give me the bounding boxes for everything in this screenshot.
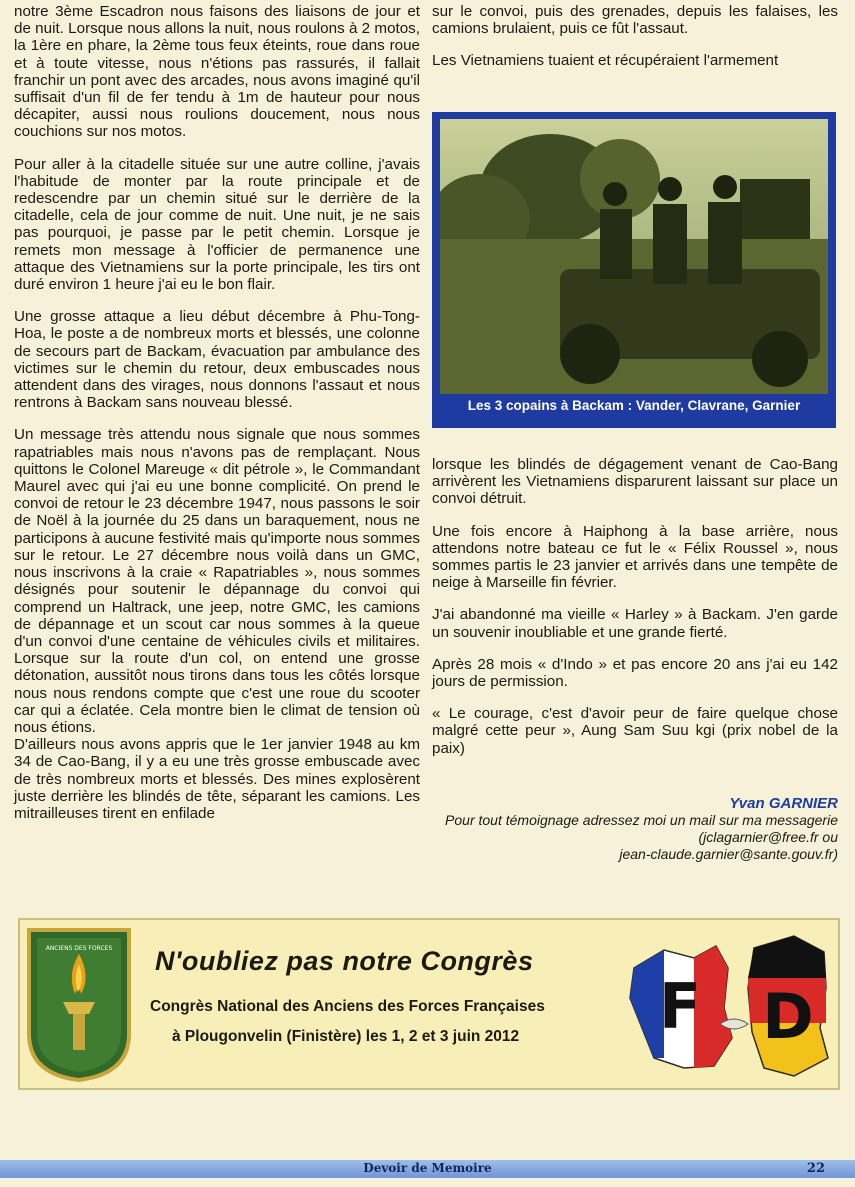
paragraph: Un message très attendu nous signale que nous sommes rapatriables mais nous n'avons pas de remplaçant. Nous quittons le Colonel Mareuge « dit pétrole », le Commandant Maurel avec qui j'ai eu une bonne complicité. On prend le convoi de retour le 23 décembre 1947, nous passons le soir de Noël à la journée du 25 dans un baraquement, nous ne participons à aucune festivité mais qu'importe nous sommes sur le retour. Le 27 décembre nous voilà dans un GMC, nous inscrivons à la craie « Rapatriables », nous sommes désignés pour soutenir le dépannage du convoi qui comprend un Haltrack, une jeep, notre GMC, les camions de dépannage et un scout car nous sommes à la queue d'un convoi d'une centaine de véhicules civils et militaires. Lorsque sur la route d'un col, on entend une grosse détonation, aussitôt nous tirons dans tous les côtés lorsque nous nous rendons compte que c'est une roue du scooter car qui a éclatée. Cela montre bien le climat de tension où nous étions. (14, 426, 420, 736)
page-footer (0, 1160, 855, 1178)
paragraph: sur le convoi, puis des grenades, depuis les falaises, les camions brulaient, puis ce fût l'assaut. (432, 3, 838, 38)
contact-line: Pour tout témoignage adressez moi un mail sur ma messagerie (jclagarnier@free.fr ou (445, 812, 838, 845)
page-number: 22 (806, 1161, 825, 1176)
paragraph: Une grosse attaque a lieu début décembre à Phu-Tong-Hoa, le poste a de nombreux morts et blessés, une colonne de secours part de Backam, évacuation par ambulance des victimes sur le chemin du retour, deux embuscades nous attendent dans des virages, nous donnons l'assaut et nous rentrons à Backam sans nouveau blessé. (14, 308, 420, 412)
paragraph: Les Vietnamiens tuaient et récupéraient l'armement (432, 52, 779, 70)
svg-text:ANCIENS DES FORCES: ANCIENS DES FORCES (45, 945, 113, 952)
france-germany-logo-icon (624, 928, 832, 1080)
paragraph: Pour aller à la citadelle située sur une autre colline, j'avais l'habitude de monter par la route principale et de redescendre par un chemin situé sur le derrière de la citadelle, cela de jour comme de nuit. Une nuit, je ne sais pas pourquoi, je passe par le petit chemin. Lorsque je remets mon message à l'officier de permanence une attaque des Vietnamiens sur la porte principale, les tirs ont duré environ 1 heure j'ai eu le bon flair. (14, 155, 420, 294)
photo-frame (432, 112, 836, 428)
quote-paragraph: « Le courage, c'est d'avoir peur de faire quelque chose malgré cette peur », Aung Sam Suu kgi (prix nobel de la paix) (432, 705, 838, 757)
banner-title: N'oubliez pas notre Congrès (155, 946, 534, 976)
paragraph: D'ailleurs nous avons appris que le 1er janvier 1948 au km 34 de Cao-Bang, il y a eu une très grosse embuscade avec de très nombreux morts et blessés. Des mines explosèrent juste derrière les blindés de tête, séparant les camions. Les mitrailleuses tirent en enfilade (14, 736, 420, 822)
paragraph: lorsque les blindés de dégagement venant de Cao-Bang arrivèrent les Vietnamiens disparurent laissant sur place un convoi détruit. (432, 456, 838, 508)
article-left-column (14, 3, 420, 837)
photo-caption: Les 3 copains à Backam : Vander, Clavrane, Garnier (467, 398, 801, 413)
author-name: Yvan GARNIER (729, 795, 838, 812)
banner-location-date: à Plougonvelin (Finistère) les 1, 2 et 3 juin 2012 (172, 1028, 520, 1045)
photo-three-soldiers (440, 119, 828, 394)
author-signature (432, 795, 838, 863)
magazine-title: Devoir de Memoire (363, 1161, 492, 1175)
paragraph: notre 3ème Escadron nous faisons des liaisons de jour et de nuit. Lorsque nous allons la nuit, nous roulons à 2 motos, la 1ère en phare, la 2ème tous feux éteints, roue dans roue et à toute vitesse, nous n'étions pas rassurés, il fallait franchir un pont avec des arcades, nous avons imaginé qu'il suffisait d'un fil de fer tendu à 1m de hauteur pour nous décapiter, aussi nous roulions doucement, nous nous couchions sur nos motos. (14, 3, 420, 141)
logo-letter-d: D (762, 980, 814, 1053)
banner-subtitle: Congrès National des Anciens des Forces Françaises (150, 998, 545, 1015)
paragraph: Une fois encore à Haiphong à la base arrière, nous attendons notre bateau ce fut le « Félix Roussel », nous sommes partis le 23 janvier et arrivés dans une tempête de neige à Marseille fin février. (432, 522, 838, 592)
paragraph: Après 28 mois « d'Indo » et pas encore 20 ans j'ai eu 142 jours de permission. (432, 655, 838, 691)
article-right-column-bottom (432, 456, 838, 772)
forces-francaises-badge-icon (23, 924, 135, 1082)
contact-email: jean-claude.garnier@sante.gouv.fr) (619, 846, 838, 862)
logo-letter-f: F (658, 970, 702, 1043)
article-right-column-top (432, 3, 838, 85)
congress-banner (18, 918, 840, 1090)
paragraph: J'ai abandonné ma vieille « Harley » à Backam. J'en garde un souvenir inoubliable et une grande fierté. (432, 606, 838, 641)
